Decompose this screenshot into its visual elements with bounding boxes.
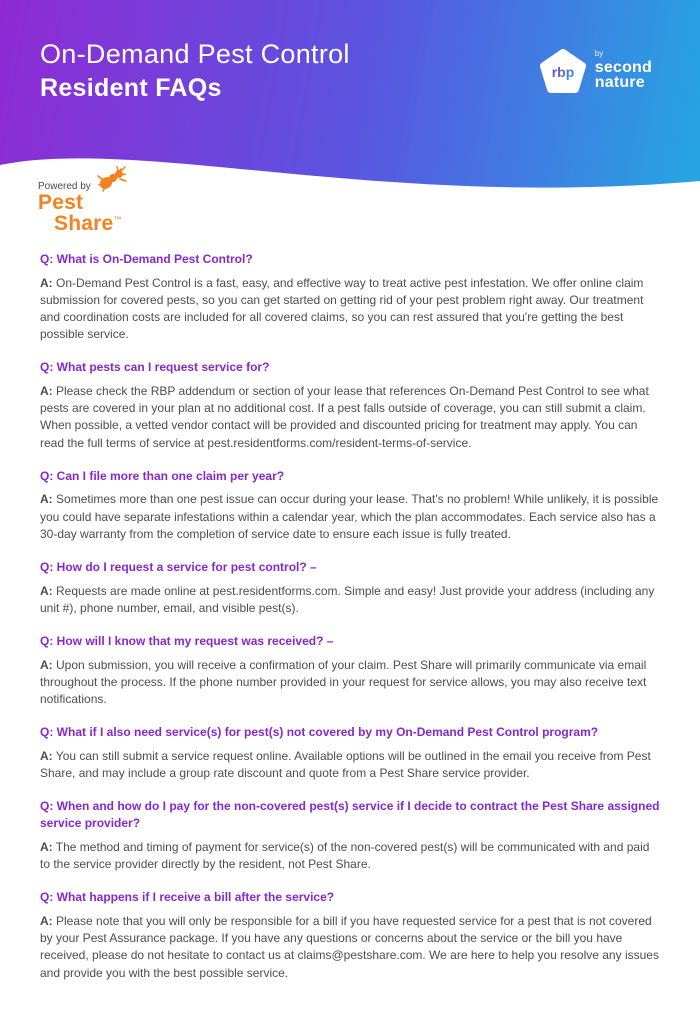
faq-question: Q: Can I file more than one claim per year?	[40, 468, 285, 483]
second-label: second	[594, 58, 652, 76]
answer-prefix: A:	[40, 840, 53, 854]
faq-question: Q: What is On-Demand Pest Control?	[40, 251, 253, 266]
answer-prefix: A:	[40, 749, 53, 764]
header-titles	[40, 38, 350, 104]
answer-prefix: A:	[40, 492, 53, 507]
answer-prefix: A:	[40, 914, 53, 929]
pest-label: Pest	[38, 191, 84, 214]
page-subtitle: Resident FAQs	[40, 73, 222, 102]
powered-by-label: Powered by	[38, 181, 91, 192]
faq-answer: A: You can still submit a service request online. Available options will be outlined in the email you receive from Pest Share, and may include a group rate discount and quote from a Pest Share service provider.	[40, 749, 651, 781]
nature-label: nature	[594, 74, 645, 91]
rbp-second-nature-logo	[539, 48, 652, 96]
faq-question: Q: What happens if I receive a bill after the service?	[40, 890, 335, 905]
answer-prefix: A:	[40, 384, 53, 399]
faq-answer: A: Sometimes more than one pest issue can occur during your lease. That's no problem! While unlikely, it is possible you could have separate infestations within a calendar year, which the plan accommodates. Each service also has a 30-day warranty from the completion of service date to ensure each issue is fully treated.	[40, 492, 659, 541]
faq-answer: A: On-Demand Pest Control is a fast, easy, and effective way to treat active pest infestation. We offer online claim submission for covered pests, so you can get started on getting rid of your pest problem right away. Our treatment and coordination costs are included for all covered claims, so you can rest assured that you're getting the best possible service.	[40, 275, 644, 342]
answer-prefix: A:	[40, 583, 53, 598]
faq-question: Q: When and how do I pay for the non-covered pest(s) service if I decide to contract the Pest Share assigned service provider?	[40, 799, 660, 831]
svg-text:rbp: rbp	[551, 64, 575, 80]
share-label: Share™	[54, 212, 122, 236]
faq-answer: A: Please note that you will only be responsible for a bill if you have requested service for a pest that is not covered by your Pest Assurance package. If you have any questions or concerns about the service or the bill you have received, please do not hesitate to contact us at claims@pestshare.com. We are here to help you resolve any issues and provide you with the best possible service.	[40, 914, 659, 980]
page-title: On-Demand Pest Control	[40, 39, 350, 69]
faq-answer: A: The method and timing of payment for service(s) of the non-covered pest(s) will be communicated with and paid to the service provider directly by the resident, not Pest Share.	[40, 840, 650, 872]
bug-icon	[97, 166, 127, 192]
faq-list	[0, 235, 700, 1028]
pest-share-logo	[38, 166, 218, 235]
answer-prefix: A:	[40, 657, 53, 672]
faq-question: Q: How do I request a service for pest control? –	[40, 559, 317, 574]
faq-answer: A: Please check the RBP addendum or section of your lease that references On-Demand Pest Control to see what pests are covered in your plan at no additional cost. If a pest falls outside of coverage, you can still submit a claim. When possible, a vetted vendor contact will be provided and discounted pricing for treatment may apply. You can read the full terms of service at pest.residentforms.com/resident-terms-of-service.	[40, 384, 649, 450]
faq-question: Q: What if I also need service(s) for pest(s) not covered by my On-Demand Pest Control program?	[40, 725, 599, 740]
rbp-badge-icon	[539, 48, 587, 96]
by-label: by	[594, 48, 604, 58]
answer-prefix: A:	[40, 275, 53, 290]
second-nature-wordmark	[594, 48, 652, 91]
faq-question: Q: How will I know that my request was received? –	[40, 634, 334, 649]
faq-answer: A: Upon submission, you will receive a confirmation of your claim. Pest Share will primarily communicate via email throughout the process. If the phone number provided in your request for service allows, you may also receive text notifications.	[40, 657, 647, 707]
trademark-symbol: ™	[113, 215, 122, 225]
faq-question: Q: What pests can I request service for?	[40, 360, 270, 375]
faq-answer: A: Requests are made online at pest.residentforms.com. Simple and easy! Just provide your address (including any unit #), phone number, email, and visible pest(s).	[40, 583, 655, 615]
